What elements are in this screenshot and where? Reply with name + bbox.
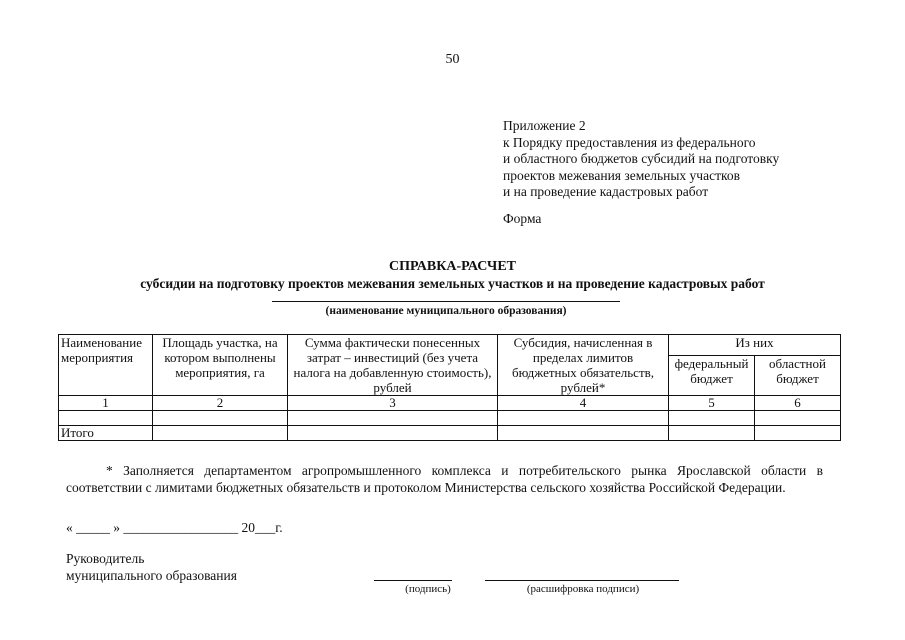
table-cell — [498, 426, 669, 441]
header-area: Площадь участка, на котором выполнены мероприятия, га — [153, 335, 288, 396]
header-costs: Сумма фактически понесенных затрат – инвестиций (без учета налога на добавленную стоимость), рублей — [288, 335, 498, 396]
signature-decode-caption: (расшифровка подписи) — [526, 583, 640, 595]
footnote: * Заполняется департаментом агропромышленного комплекса и потребительского рынка Ярославской области в соответствии с лимитами бюджетных обязательств и протоколом Министерства сельского хозяйства Российской Федерации. — [66, 463, 823, 495]
table-cell — [498, 411, 669, 426]
table-cell — [153, 411, 288, 426]
table-cell — [288, 426, 498, 441]
table-cell — [755, 411, 841, 426]
appendix-line: Приложение 2 — [503, 118, 586, 133]
appendix-header — [503, 118, 779, 201]
column-number: 3 — [288, 396, 498, 411]
table-cell — [153, 426, 288, 441]
calculation-table — [58, 334, 841, 441]
municipality-caption: (наименование муниципального образования) — [325, 305, 567, 317]
signature-caption: (подпись) — [405, 583, 451, 595]
header-regional-budget: областной бюджет — [755, 355, 841, 395]
appendix-line: и на проведение кадастровых работ — [503, 184, 709, 199]
page-number: 50 — [445, 52, 460, 67]
appendix-line: и областного бюджетов субсидий на подготовку — [503, 151, 780, 166]
column-number: 1 — [59, 396, 153, 411]
column-number: 4 — [498, 396, 669, 411]
table-cell — [755, 426, 841, 441]
header-group-of-which: Из них — [669, 335, 841, 356]
total-row — [59, 426, 841, 441]
table-row — [59, 411, 841, 426]
form-label: Форма — [503, 211, 542, 226]
signatory-title — [66, 550, 237, 584]
column-number: 6 — [755, 396, 841, 411]
column-number: 2 — [153, 396, 288, 411]
signatory-position: Руководитель — [66, 551, 145, 566]
table-cell — [669, 426, 755, 441]
header-federal-budget: федеральный бюджет — [669, 355, 755, 395]
document-title: СПРАВКА-РАСЧЕТ — [388, 259, 517, 274]
total-label: Итого — [59, 426, 153, 441]
signatory-organization: муниципального образования — [66, 568, 237, 583]
header-activity: Наименование мероприятия — [59, 335, 153, 396]
signature-decode-line — [485, 580, 679, 581]
appendix-line: к Порядку предоставления из федерального — [503, 134, 756, 150]
signature-line — [374, 580, 452, 581]
municipality-fill-line — [272, 301, 620, 302]
table-cell — [669, 411, 755, 426]
column-number: 5 — [669, 396, 755, 411]
table-cell — [59, 411, 153, 426]
header-subsidy: Субсидия, начисленная в пределах лимитов бюджетных обязательств, рублей* — [498, 335, 669, 396]
appendix-line: проектов межевания земельных участков — [503, 167, 740, 183]
document-subtitle: субсидии на подготовку проектов межевания земельных участков и на проведение кадастровых работ — [140, 276, 765, 291]
date-line: « _____ » _________________ 20___г. — [66, 520, 283, 535]
table-cell — [288, 411, 498, 426]
